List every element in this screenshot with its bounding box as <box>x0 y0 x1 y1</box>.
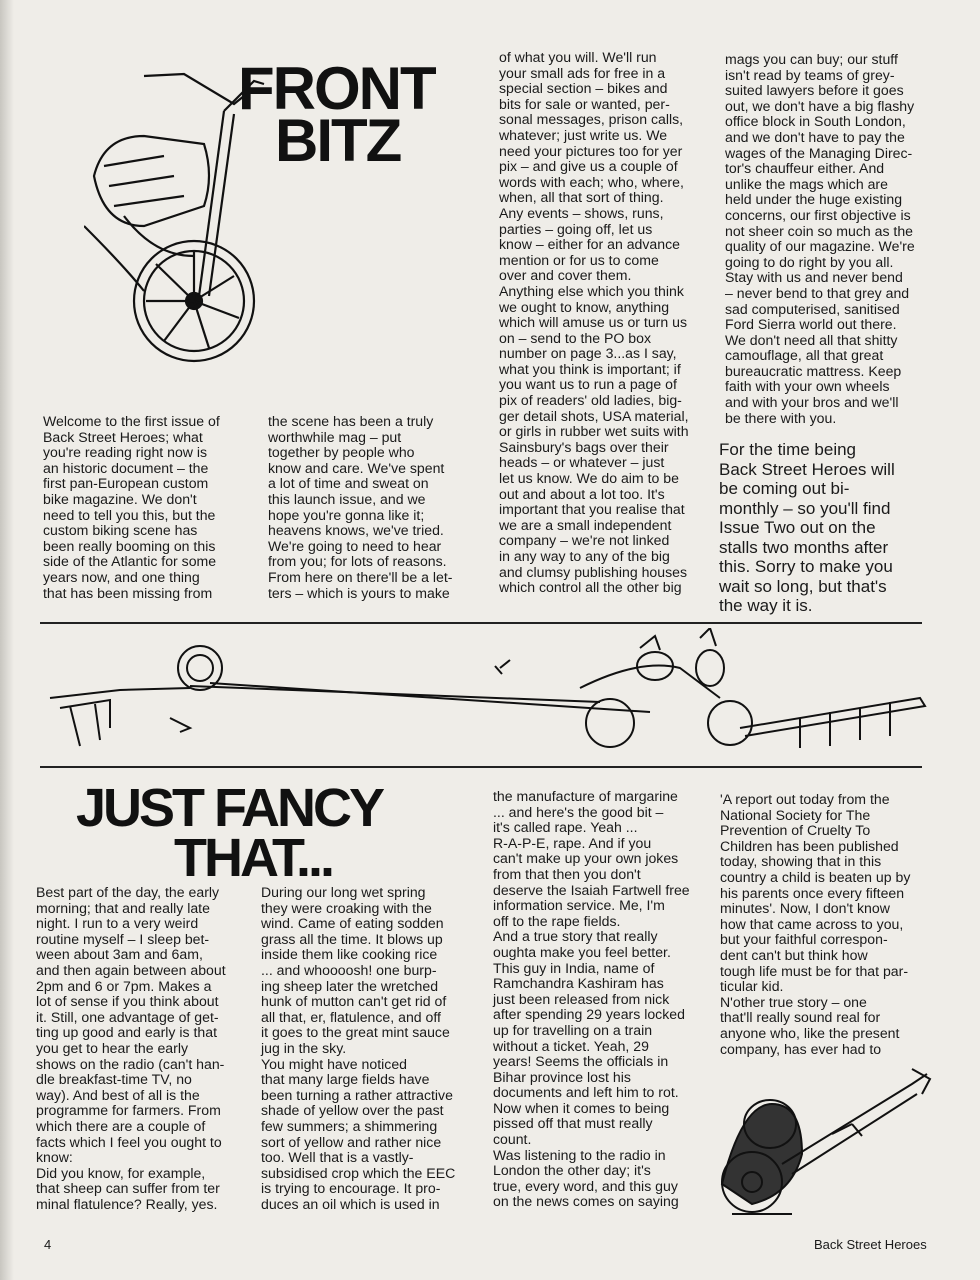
bearded-biker-illustration <box>712 1064 938 1222</box>
page-edge-shadow <box>0 0 14 1280</box>
section-divider-bottom <box>40 766 922 768</box>
magazine-name-footer: Back Street Heroes <box>814 1237 927 1252</box>
chopper-rider-illustration <box>40 628 940 764</box>
just-fancy-that-column-4: 'A report out today from the National Society for The Prevention of Cruelty To Children has been published today, showing that in this country a child is beaten up by his parents once every fifteen minutes'. Now, I don't know how that came across to you, but your faithful correspon- dent can't but think how tough life must be for that par- ticular kid. N'other true story – one that'll really sound real for anyone who, like the present company, has ever had to <box>720 791 911 1057</box>
just-fancy-that-headline-line2: THAT... <box>174 828 332 888</box>
just-fancy-that-headline-line1: JUST FANCY <box>76 778 383 838</box>
front-bitz-column-1: Welcome to the first issue of Back Street Heroes; what you're reading right now is an historic document – the first pan-European custom bike magazine. We don't need to tell you this, but the custom biking scene has been really booming on this side of the Atlantic for some years now, and one thing that has been missing from <box>43 413 220 601</box>
just-fancy-that-column-1: Best part of the day, the early morning; that and really late night. I run to a very weird routine myself – I sleep bet- ween about 3am and 6am, and then again between about 2pm and 6 or 7pm. Makes a lot of sense if you think about it. Still, one advantage of get- ting up good and early is that you get to hear the early shows on the radio (can't han- dle breakfast-time TV, no way). And best of all is the programme for farmers. From which there are a couple of facts which I feel you ought to know: Did you know, for example, that sheep can suffer from ter minal flatulence? Really, yes. <box>36 884 226 1212</box>
front-bitz-column-4: mags you can buy; our stuff isn't read by teams of grey- suited lawyers before it goes out, we don't have a big flashy office block in South London, and we don't have to pay the wages of the Managing Direc- tor's chauffeur either. And unlike the mags which are held under the huge existing concerns, our first objective is not sheer coin so much as the quality of our magazine. We're going to do right by you all. Stay with us and never bend – never bend to that grey and sad computerised, sanitised Ford Sierra world out there. We don't need all that shitty camouflage, all that great bureaucratic mattress. Keep faith with your own wheels and with your bros and we'll be there with you. <box>725 51 915 426</box>
front-bitz-column-3: of what you will. We'll run your small ads for free in a special section – bikes and bits for sale or wanted, per- sonal messages, prison calls, whatever; just write us. We need your pictures too for yer pix – and give us a couple of words with each; who, where, when, all that sort of thing. Any events – shows, runs, parties – going off, let us know – either for an advance mention or for us to come over and cover them. Anything else which you think we ought to know, anything which will amuse us or turn us on – send to the PO box number on page 3...as I say, what you think is important; if you want us to run a page of pix of readers' old ladies, big- ger detail shots, USA material, or girls in rubber wet suits with Sainsbury's bags over their heads – or whatever – just let us know. We do aim to be out and about a lot too. It's important that you realise that we are a small independent company – we're not linked in any way to any of the big and clumsy publishing houses which control all the other big <box>499 49 689 596</box>
front-bitz-column-2: the scene has been a truly worthwhile mag – put together by people who know and care. We've spent a lot of time and sweat on this launch issue, and we hope you're gonna like it; heavens knows, we've tried. We're going to need to hear from you; for lots of reasons. From here on there'll be a let- ters – which is yours to make <box>268 413 453 601</box>
front-bitz-headline-line1: FRONT <box>238 55 435 122</box>
page-number: 4 <box>44 1237 52 1252</box>
section-divider-top <box>40 622 922 624</box>
just-fancy-that-column-3: the manufacture of margarine ... and here's the good bit – it's called rape. Yeah ... R-A-P-E, rape. And if you can't make up your own jokes from that then you don't deserve the Isaiah Fartwell free information service. Me, I'm off to the rape fields. And a true story that really oughta make you feel better. This guy in India, name of Ramchandra Kashiram has just been released from nick after spending 29 years locked up for travelling on a train without a ticket. Yeah, 29 years! Seems the officials in Bihar province lost his documents and left him to rot. Now when it comes to being pissed off that must really count. Was listening to the radio in London the other day; it's true, every word, and this guy on the news comes on saying <box>493 788 690 1210</box>
just-fancy-that-column-2: During our long wet spring they were croaking with the wind. Came of eating sodden grass all the time. It blows up inside them like cooking rice ... and whoooosh! one burp- ing sheep later the wretched hunk of mutton can't get rid of all that, er, flatulence, and off it goes to the great mint sauce jug in the sky. You might have noticed that many large fields have been turning a rather attractive shade of yellow over the past few summers; a shimmering sort of yellow and rather nice too. Well that is a vastly- subsidised crop which the EEC is trying to encourage. It pro- duces an oil which is used in <box>261 884 456 1212</box>
front-bitz-headline-line2: BITZ <box>275 107 401 174</box>
front-bitz-column-4-highlight: For the time being Back Street Heroes will be coming out bi- monthly – so you'll find Issue Two out on the stalls two months after this. Sorry to make you wait so long, but that's the way it is. <box>719 440 895 615</box>
